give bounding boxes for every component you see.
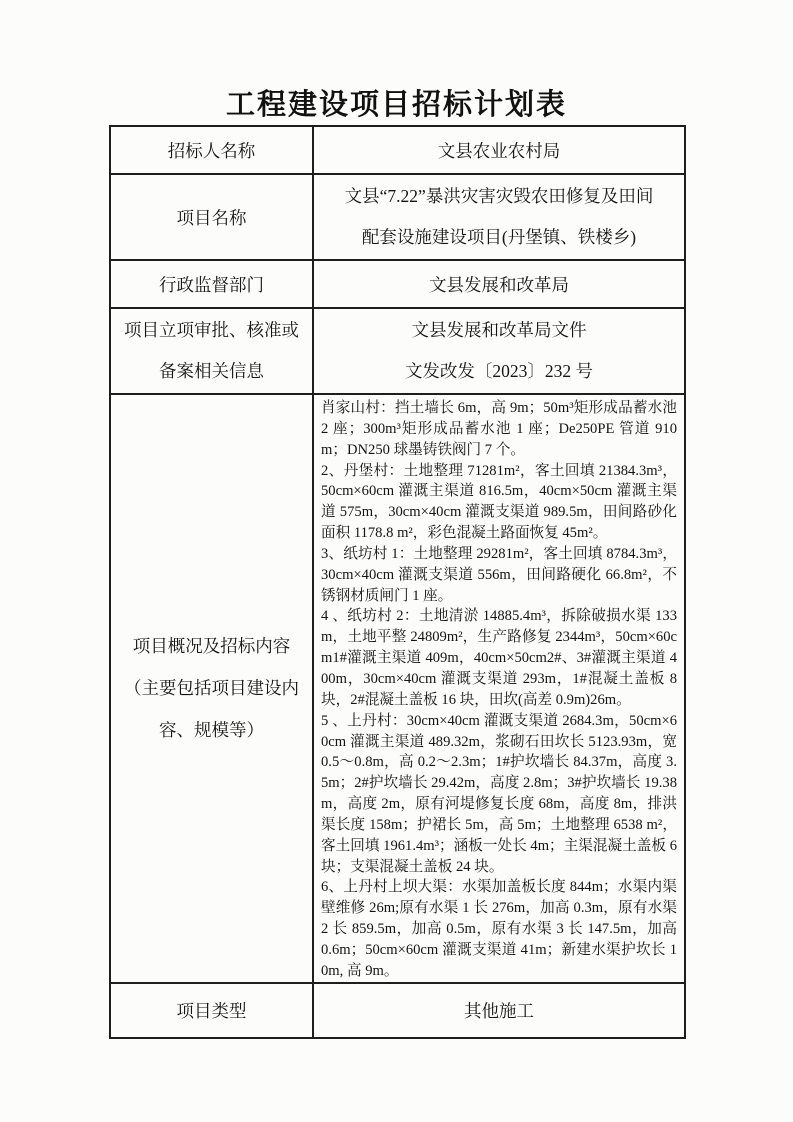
table-row-bidder	[110, 126, 685, 174]
overview-label	[110, 394, 313, 983]
overview-paragraph-2: 2、丹堡村：土地整理 71281m²，客土回填 21384.3m³，50cm×60cm 灌溉主渠道 816.5m，40cm×50cm 灌溉主渠道 575m，30cm×40cm 灌溉支渠道 989.5m，田间路砂化面积 1178.8 m²，彩色混凝土路面恢复 45m²。	[321, 462, 677, 542]
approval-label-line-2: 备案相关信息	[159, 361, 264, 381]
page-title: 工程建设项目招标计划表	[225, 89, 567, 121]
table-row-supervisor	[110, 260, 685, 308]
approval-value-line-1: 文县发展和改革局文件	[411, 320, 587, 340]
overview-label-line-1: 项目概况及招标内容	[132, 636, 291, 657]
supervisor-label: 行政监督部门	[110, 260, 313, 308]
overview-paragraph-4: 4 、纸坊村 2：土地清淤 14885.4m³，拆除破损水渠 133m，土地平整 24809m²，生产路修复 2344m³，50cm×60cm1#灌溉主渠道 409m，40cm×50cm2#、3#灌溉主渠道 400m，30cm×40cm 灌溉支渠道 293m，1#混凝土盖板 8 块，2#混凝土盖板 16 块，田坎(高差 0.9m)26m。	[321, 608, 677, 708]
overview-paragraph-5: 5 、上丹村：30cm×40cm 灌溉支渠道 2684.3m，50cm×60cm 灌溉主渠道 489.32m，浆砌石田坎长 5123.93m，宽 0.5～0.8m，高 0.2～2.3m；1#护坎墙长 84.37m，高度 3.5m；2#护坎墙长 29.42m，高度 2.8m；3#护坎墙长 19.38m，高度 2m，原有河堤修复长度 68m，高度 8m，排洪渠长度 158m；护裙长 5m，高 5m；土地整理 6538 m²，客土回填 1961.4m³；涵板一处长 4m；主渠混凝土盖板 6 块；支渠混凝土盖板 24 块。	[321, 712, 677, 875]
overview-paragraph-1: 肖家山村：挡土墙长 6m，高 9m；50m³矩形成品蓄水池 2 座；300m³矩形成品蓄水池 1 座；De250PE 管道 910m；DN250 球墨铸铁阀门 7 个。	[321, 400, 677, 458]
overview-label-line-3: 容、规模等）	[159, 720, 264, 741]
approval-value	[313, 308, 685, 394]
project-type-value: 其他施工	[313, 983, 685, 1038]
overview-paragraph-3: 3、纸坊村 1：土地整理 29281m²，客土回填 8784.3m³，30cm×40cm 灌溉支渠道 556m，田间路硬化 66.8m²，不锈钢材质闸门 1 座。	[321, 545, 677, 604]
bidding-plan-table	[109, 125, 686, 1039]
table-row-overview	[110, 394, 685, 983]
project-name-line-1: 文县“7.22”暴洪灾害灾毁农田修复及田间	[344, 186, 654, 206]
bidder-name-label: 招标人名称	[110, 126, 313, 174]
table-row-approval	[110, 308, 685, 394]
project-name-value	[313, 174, 685, 260]
overview-label-line-2: （主要包括项目建设内	[124, 678, 299, 699]
table-row-project-type	[110, 983, 685, 1038]
project-type-label: 项目类型	[110, 983, 313, 1038]
approval-label-line-1: 项目立项审批、核准或	[124, 320, 299, 340]
table-row-project-name	[110, 174, 685, 260]
approval-label	[110, 308, 313, 394]
overview-content	[313, 394, 685, 983]
bidder-name-value: 文县农业农村局	[313, 126, 685, 174]
project-name-line-2: 配套设施建设项目(丹堡镇、铁楼乡)	[361, 227, 637, 247]
project-name-label: 项目名称	[110, 174, 313, 260]
overview-paragraph-6: 6、上丹村上坝大渠：水渠加盖板长度 844m；水渠内渠壁维修 26m;原有水渠 1 长 276m，加高 0.3m，原有水渠 2 长 859.5m，加高 0.5m，原有水渠 3 长 147.5m，加高 0.6m；50cm×60cm 灌溉支渠道 41m；新建水渠护坎长 10m, 高 9m。	[321, 879, 677, 979]
supervisor-value: 文县发展和改革局	[313, 260, 685, 308]
approval-value-line-2: 文发改发〔2023〕232 号	[404, 361, 594, 381]
